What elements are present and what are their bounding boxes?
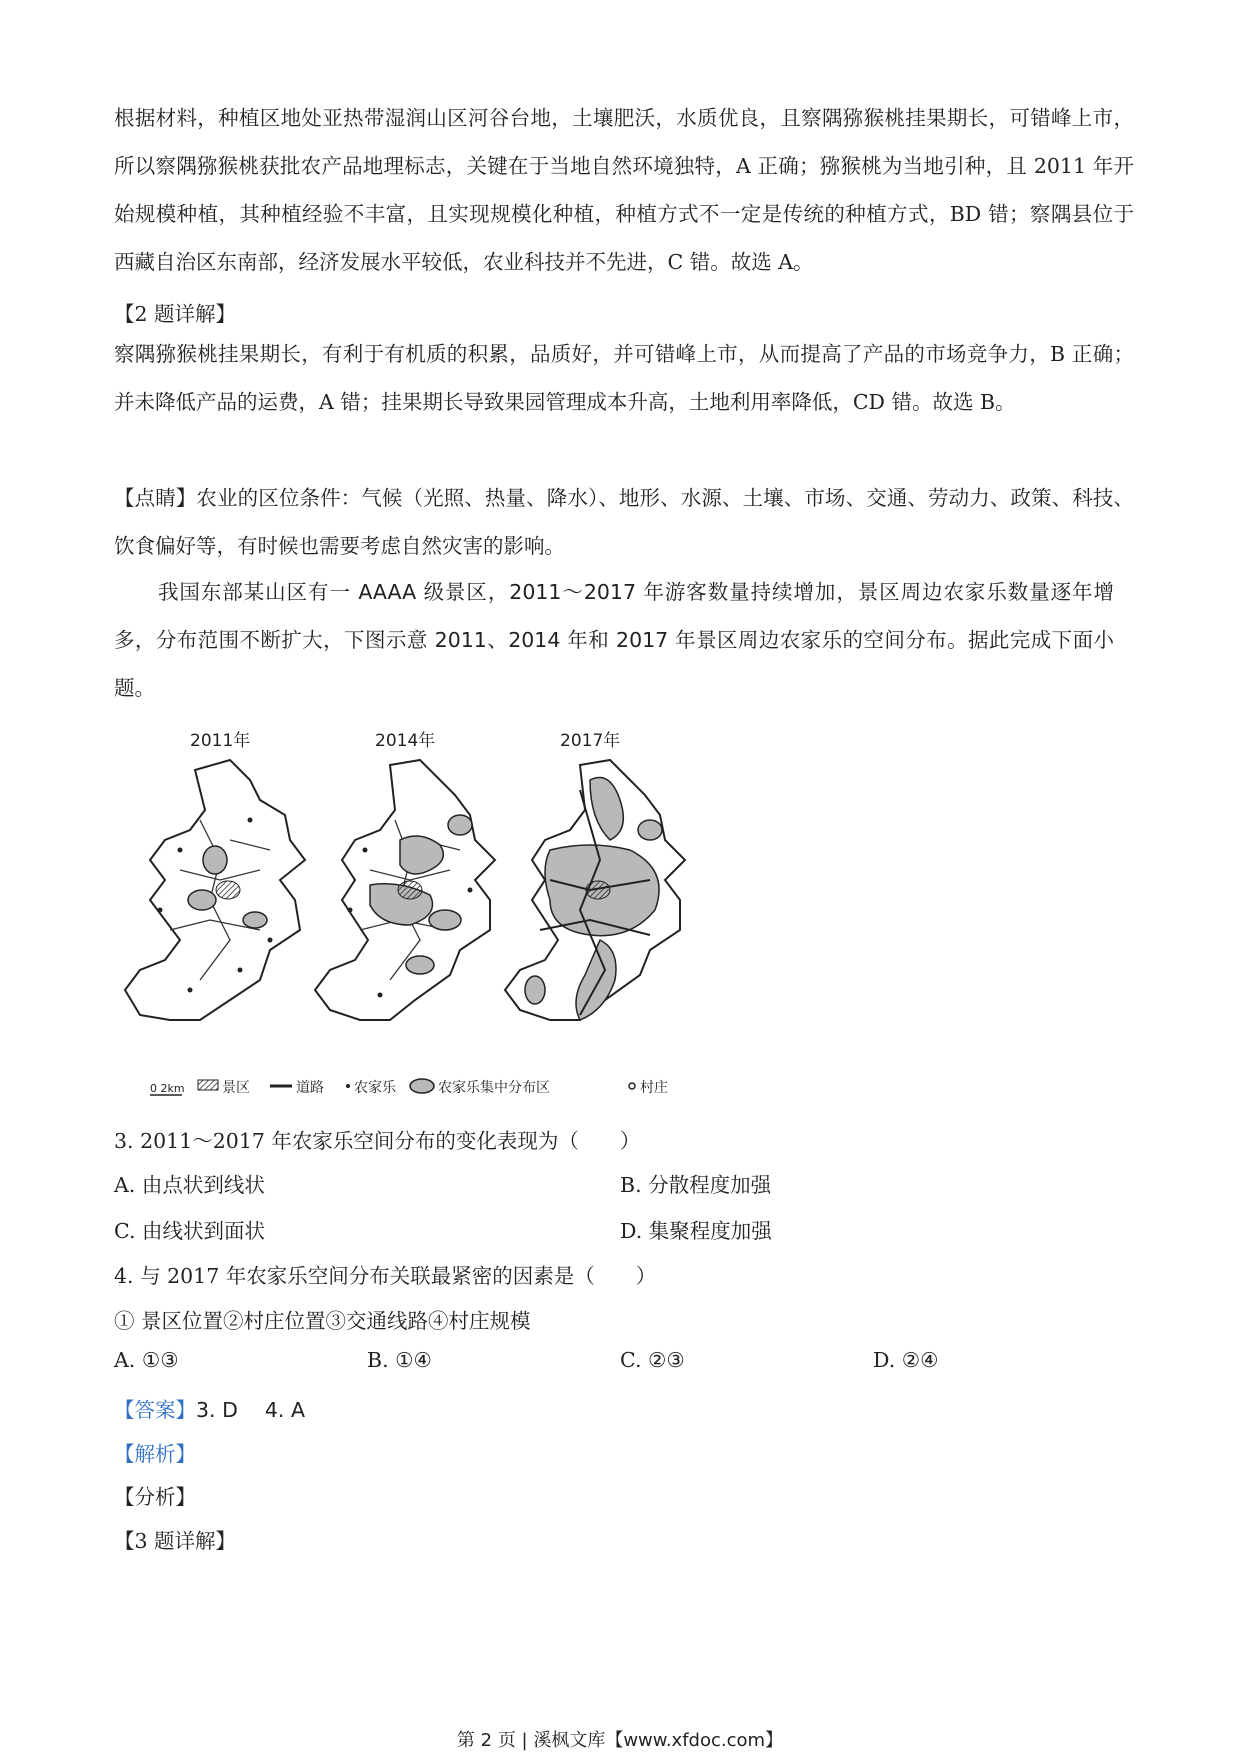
- q3-option-c: C. 由线状到面状: [114, 1219, 265, 1243]
- map-panel-2014: [315, 730, 495, 1020]
- map-panel-2011: [125, 730, 305, 1020]
- key-point-paragraph: 【点睛】农业的区位条件：气候（光照、热量、降水）、地形、水源、土壤、市场、交通、劳动力、政策、科技、饮食偏好等，有时候也需要考虑自然灾害的影响。: [114, 486, 1134, 558]
- legend-road: 道路: [296, 1080, 324, 1096]
- page-footer: 第 2 页 | 溪枫文库【www.xfdoc.com】: [456, 1730, 784, 1751]
- explanation-paragraph-1: 根据材料，种植区地处亚热带湿润山区河谷台地，土壤肥沃，水质优良，且察隅猕猴桃挂果期长，可错峰上市，所以察隅猕猴桃获批农产品地理标志，关键在于当地自然环境独特，A 正确；猕猴桃为当地引种，且 2011 年开始规模种植，其种植经验不丰富，且实现规模化种植，种植方式不一定是传统的种植方式，BD 错；察隅县位于西藏自治区东南部，经济发展水平较低，农业科技并不先进，C 错。故选 A。: [114, 106, 1134, 274]
- q4-option-b: B. ①④: [367, 1348, 432, 1372]
- q4-option-a: A. ①③: [114, 1348, 179, 1372]
- legend-village-icon: [629, 1083, 635, 1089]
- legend-village: 村庄: [640, 1080, 668, 1096]
- question-3-stem: 3. 2011～2017 年农家乐空间分布的变化表现为（ ）: [114, 1129, 641, 1153]
- question-4-stem: 4. 与 2017 年农家乐空间分布关联最紧密的因素是（ ）: [114, 1264, 657, 1288]
- q3-option-d: D. 集聚程度加强: [620, 1219, 772, 1243]
- q3-option-a: A. 由点状到线状: [114, 1173, 265, 1197]
- year-label-2017: 2017年: [560, 731, 621, 751]
- explanation-paragraph-2: 察隅猕猴桃挂果期长，有利于有机质的积累，品质好，并可错峰上市，从而提高了产品的市场竞争力，B 正确；并未降低产品的运费，A 错；挂果期长导致果园管理成本升高，土地利用率降低，CD 错。故选 B。: [114, 342, 1134, 414]
- q4-option-d: D. ②④: [873, 1348, 939, 1372]
- legend-scale: 0 2km: [150, 1082, 185, 1095]
- q3-option-b: B. 分散程度加强: [620, 1173, 772, 1197]
- legend-cluster: 农家乐集中分布区: [438, 1080, 550, 1096]
- legend-cluster-icon: [410, 1079, 434, 1093]
- answer-line: [114, 1393, 305, 1423]
- year-label-2011: 2011年: [190, 731, 251, 751]
- q3-detail-heading: 【3 题详解】: [114, 1529, 237, 1553]
- answer-label: 【答案】: [114, 1398, 196, 1422]
- year-label-2014: 2014年: [375, 731, 436, 751]
- map-legend: [150, 1079, 668, 1096]
- legend-scenic-area-icon: [198, 1080, 218, 1090]
- question-4-items: ① 景区位置②村庄位置③交通线路④村庄规模: [114, 1309, 531, 1333]
- question-intro-paragraph: 我国东部某山区有一 AAAA 级景区，2011～2017 年游客数量持续增加，景区周边农家乐数量逐年增多，分布范围不断扩大，下图示意 2011、2014 年和 2017 年景区周边农家乐的空间分布。据此完成下面小题。: [114, 580, 1114, 700]
- analysis-label: 【解析】: [114, 1442, 196, 1466]
- legend-farmhouse: 农家乐: [354, 1080, 396, 1096]
- legend-scenic-area: 景区: [222, 1080, 250, 1096]
- map-panel-2017: [505, 730, 685, 1020]
- fenxi-label: 【分析】: [114, 1485, 196, 1509]
- q4-option-c: C. ②③: [620, 1348, 685, 1372]
- section-heading-q2-detail: 【2 题详解】: [114, 302, 237, 326]
- legend-farmhouse-icon: [346, 1084, 350, 1088]
- village-inn-distribution-map: [110, 720, 790, 1100]
- answer-text: 3. D 4. A: [196, 1398, 305, 1422]
